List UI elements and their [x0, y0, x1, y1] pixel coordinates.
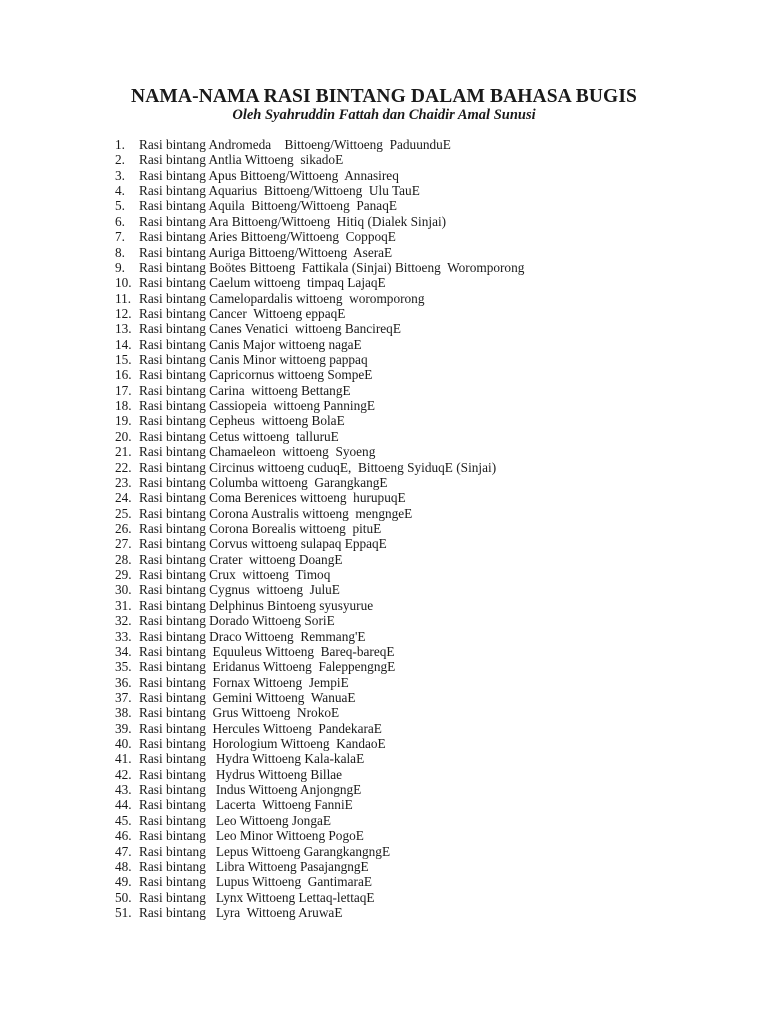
list-item-number: 21.: [115, 444, 132, 460]
list-item-number: 14.: [115, 336, 132, 352]
list-item-text: Rasi bintang Cepheus wittoeng BolaE: [139, 413, 345, 429]
list-item-text: Rasi bintang Corona Australis wittoeng mengngeE: [139, 505, 413, 521]
list-item-text: Rasi bintang Capricornus wittoeng SompeE: [139, 367, 373, 383]
list-item-number: 44.: [115, 797, 132, 813]
list-item-text: Rasi bintang Lepus Wittoeng GarangkangngE: [139, 843, 391, 859]
list-item-text: Rasi bintang Columba wittoeng GarangkangE: [139, 474, 388, 490]
list-item-number: 45.: [115, 812, 132, 828]
list-item-text: Rasi bintang Canes Venatici wittoeng BancireqE: [139, 321, 401, 337]
list-item-text: Rasi bintang Grus Wittoeng NrokoE: [139, 705, 340, 721]
list-item-text: Rasi bintang Aquila Bittoeng/Wittoeng PanaqE: [139, 198, 397, 214]
list-item-text: Rasi bintang Corona Borealis wittoeng pituE: [139, 520, 382, 536]
list-item-text: Rasi bintang Lyra Wittoeng AruwaE: [139, 904, 343, 920]
list-item-number: 29.: [115, 567, 132, 583]
list-item-number: 19.: [115, 413, 132, 429]
list-item-number: 13.: [115, 321, 132, 337]
list-item-number: 49.: [115, 874, 132, 890]
list-item-text: Rasi bintang Corvus wittoeng sulapaq EppaqE: [139, 536, 387, 552]
list-item-text: Rasi bintang Crater wittoeng DoangE: [139, 551, 343, 567]
list-item-number: 17.: [115, 382, 132, 398]
list-item-number: 41.: [115, 751, 132, 767]
list-item-text: Rasi bintang Draco Wittoeng Remmang'E: [139, 628, 366, 644]
list-item-number: 3.: [115, 167, 125, 183]
list-item-number: 22.: [115, 459, 132, 475]
list-item-number: 1.: [115, 137, 125, 152]
list-item-number: 31.: [115, 597, 132, 613]
list-item-text: Rasi bintang Lupus Wittoeng GantimaraE: [139, 874, 372, 890]
list-item-text: Rasi bintang Ara Bittoeng/Wittoeng Hitiq (Dialek Sinjai): [139, 213, 447, 229]
list-item-number: 26.: [115, 520, 132, 536]
list-item-text: Rasi bintang Libra Wittoeng PasajangngE: [139, 858, 369, 874]
list-item-number: 9.: [115, 259, 125, 275]
list-item-text: Rasi bintang Antlia Wittoeng sikadoE: [139, 152, 344, 168]
list-item-number: 15.: [115, 352, 132, 368]
list-item-text: Rasi bintang Camelopardalis wittoeng woromporong: [139, 290, 425, 306]
list-item-number: 30.: [115, 582, 132, 598]
list-item-number: 34.: [115, 643, 132, 659]
list-item-number: 36.: [115, 674, 132, 690]
list-item-text: Rasi bintang Horologium Wittoeng KandaoE: [139, 736, 386, 752]
list-item-number: 11.: [115, 290, 132, 306]
list-item-number: 40.: [115, 736, 132, 752]
list-item-text: Rasi bintang Canis Minor wittoeng pappaq: [139, 352, 368, 368]
list-item-text: Rasi bintang Fornax Wittoeng JempiE: [139, 674, 349, 690]
list-item-text: Rasi bintang Indus Wittoeng AnjongngE: [139, 782, 362, 798]
list-item-text: Rasi bintang Andromeda Bittoeng/Wittoeng PaduunduE: [139, 137, 451, 152]
list-item-text: Rasi bintang Eridanus Wittoeng FaleppengngE: [139, 659, 396, 675]
list-item-text: Rasi bintang Lynx Wittoeng Lettaq-lettaqE: [139, 889, 375, 905]
list-item-number: 24.: [115, 490, 132, 506]
list-item-text: Rasi bintang Canis Major wittoeng nagaE: [139, 336, 362, 352]
list-item-number: 48.: [115, 858, 132, 874]
list-item-text: Rasi bintang Leo Minor Wittoeng PogoE: [139, 828, 364, 844]
list-item-text: Rasi bintang Delphinus Bintoeng syusyurue: [139, 597, 374, 613]
list-item-text: Rasi bintang Carina wittoeng BettangE: [139, 382, 351, 398]
list-item-number: 28.: [115, 551, 132, 567]
list-item-number: 51.: [115, 904, 132, 920]
list-item-number: 12.: [115, 305, 132, 321]
list-item-number: 7.: [115, 229, 125, 245]
list-item-number: 42.: [115, 766, 132, 782]
list-item-text: Rasi bintang Aquarius Bittoeng/Wittoeng Ulu TauE: [139, 183, 420, 199]
list-item-number: 50.: [115, 889, 132, 905]
list-item-number: 37.: [115, 689, 132, 705]
list-item-number: 10.: [115, 275, 132, 291]
list-item-text: Rasi bintang Gemini Wittoeng WanuaE: [139, 689, 356, 705]
list-item-text: Rasi bintang Cassiopeia wittoeng PanningE: [139, 398, 375, 414]
list-item-text: Rasi bintang Crux wittoeng Timoq: [139, 567, 331, 583]
list-item-number: 32.: [115, 613, 132, 629]
list-item-text: Rasi bintang Aries Bittoeng/Wittoeng CoppoqE: [139, 229, 396, 245]
list-item-number: 46.: [115, 828, 132, 844]
list-item-number: 33.: [115, 628, 132, 644]
list-item-text: Rasi bintang Leo Wittoeng JongaE: [139, 812, 331, 828]
list-item-number: 6.: [115, 213, 125, 229]
list-item-number: 16.: [115, 367, 132, 383]
list-item-text: Rasi bintang Hydra Wittoeng Kala-kalaE: [139, 751, 365, 767]
list-item-number: 43.: [115, 782, 132, 798]
list-item-text: Rasi bintang Hercules Wittoeng PandekaraE: [139, 720, 382, 736]
list-item-text: Rasi bintang Boötes Bittoeng Fattikala (Sinjai) Bittoeng Woromporong: [139, 259, 525, 275]
list-item-text: Rasi bintang Circinus wittoeng cuduqE, Bittoeng SyiduqE (Sinjai): [139, 459, 497, 475]
list-item-text: Rasi bintang Cancer Wittoeng eppaqE: [139, 305, 346, 321]
list-item-text: Rasi bintang Apus Bittoeng/Wittoeng Annasireq: [139, 167, 399, 183]
list-item-text: Rasi bintang Lacerta Wittoeng FanniE: [139, 797, 353, 813]
list-item-number: 4.: [115, 183, 125, 199]
list-item-text: Rasi bintang Cetus wittoeng talluruE: [139, 428, 339, 444]
page-title: NAMA-NAMA RASI BINTANG DALAM BAHASA BUGIS: [131, 86, 637, 107]
list-item-number: 8.: [115, 244, 125, 260]
list-item-text: Rasi bintang Chamaeleon wittoeng Syoeng: [139, 444, 376, 460]
list-item-number: 20.: [115, 428, 132, 444]
list-item-text: Rasi bintang Hydrus Wittoeng Billae: [139, 766, 343, 782]
list-item-number: 47.: [115, 843, 132, 859]
list-item-text: Rasi bintang Caelum wittoeng timpaq LajaqE: [139, 275, 386, 291]
list-item-number: 39.: [115, 720, 132, 736]
list-item-number: 18.: [115, 398, 132, 414]
list-item-text: Rasi bintang Cygnus wittoeng JuluE: [139, 582, 340, 598]
list-item-number: 23.: [115, 474, 132, 490]
list-item-text: Rasi bintang Equuleus Wittoeng Bareq-bareqE: [139, 643, 395, 659]
list-item-number: 5.: [115, 198, 125, 214]
page-subtitle: Oleh Syahruddin Fattah dan Chaidir Amal Sunusi: [232, 107, 536, 123]
list-item-number: 35.: [115, 659, 132, 675]
list-item-number: 38.: [115, 705, 132, 721]
list-item-text: Rasi bintang Auriga Bittoeng/Wittoeng AseraE: [139, 244, 393, 260]
list-item-number: 27.: [115, 536, 132, 552]
list-item-text: Rasi bintang Dorado Wittoeng SoriE: [139, 613, 335, 629]
list-item-text: Rasi bintang Coma Berenices wittoeng hurupuqE: [139, 490, 406, 506]
list-item-number: 2.: [115, 152, 125, 168]
list-item-number: 25.: [115, 505, 132, 521]
